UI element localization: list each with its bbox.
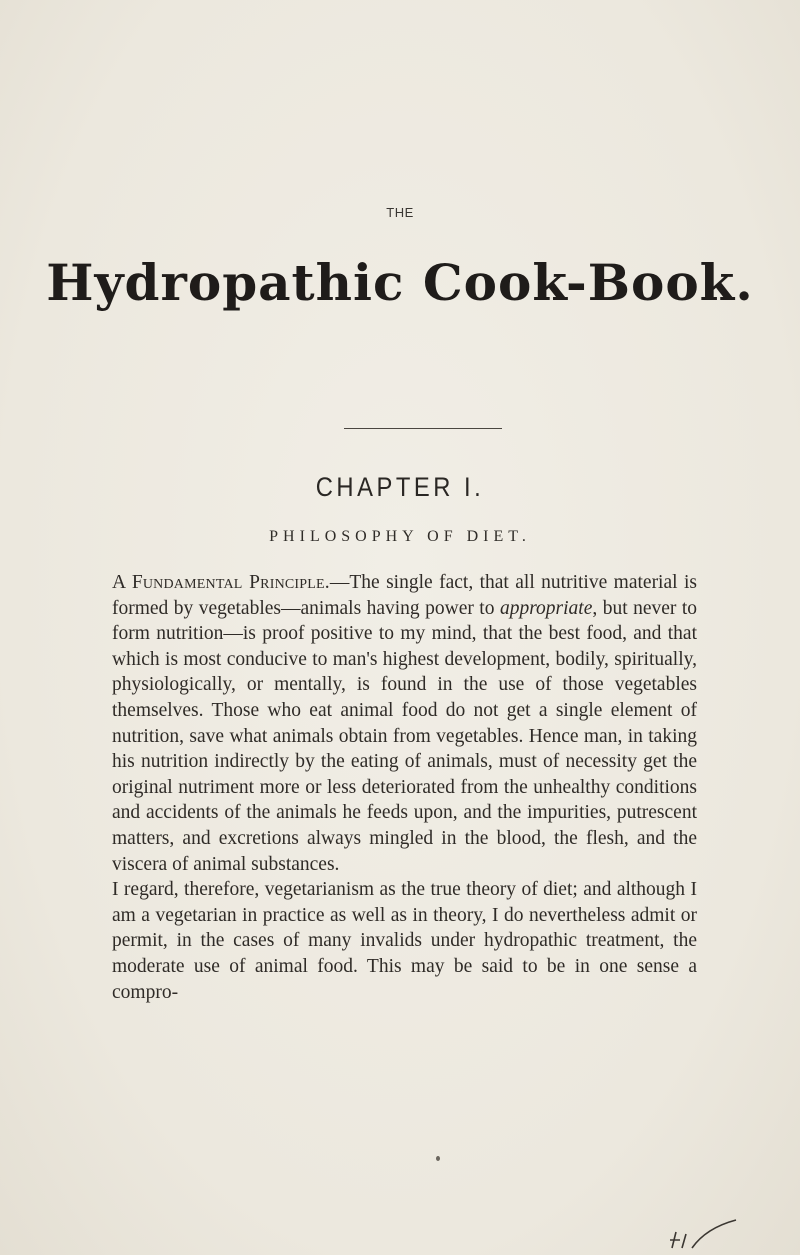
chapter-subtitle: PHILOSOPHY OF DIET. [269, 528, 531, 545]
paragraph-1-text-a: —The single fact, that all nutritive material is formed by vegetables—animals having power to [112, 572, 697, 619]
paragraph-2: I regard, therefore, vegetarianism as the true theory of diet; and although I am a vegetarian in practice as well as in theory, I do nevertheless admit or permit, in the cases of many invalids under hydropathic treatment, the moderate use of animal food. This may be said to be in one sense a compro- [112, 879, 697, 1003]
ink-speck [436, 1156, 440, 1161]
chapter-heading: CHAPTER I. [315, 472, 485, 502]
book-title: Hydropathic Cook-Book. [46, 253, 754, 312]
title-divider [344, 428, 502, 429]
section-lead-in: A Fundamental Principle. [112, 572, 330, 593]
emphasized-word: appropriate [499, 597, 593, 619]
title-prefix: THE [386, 205, 414, 220]
paragraph-1 [112, 570, 697, 877]
handwritten-mark [666, 1218, 740, 1252]
paragraph-1-text-b: , but never to form nutrition—is proof positive to my mind, that the best food, and that which is most conducive to man's highest development, bodily, spiritually, physiologically, or mentally, is found in the use of those vegetables themselves. Those who eat animal food do not get a single element of nutrition, save what animals obtain from vegetables. Hence man, in taking his nutrition indirectly by the eating of animals, must of necessity get the original nutriment more or less deteriorated from the unhealthy conditions and accidents of the animals he feeds upon, and the impurities, putrescent matters, and excretions always mingled in the blood, the flesh, and the viscera of animal substances. [112, 597, 698, 875]
body-text [112, 570, 697, 1005]
